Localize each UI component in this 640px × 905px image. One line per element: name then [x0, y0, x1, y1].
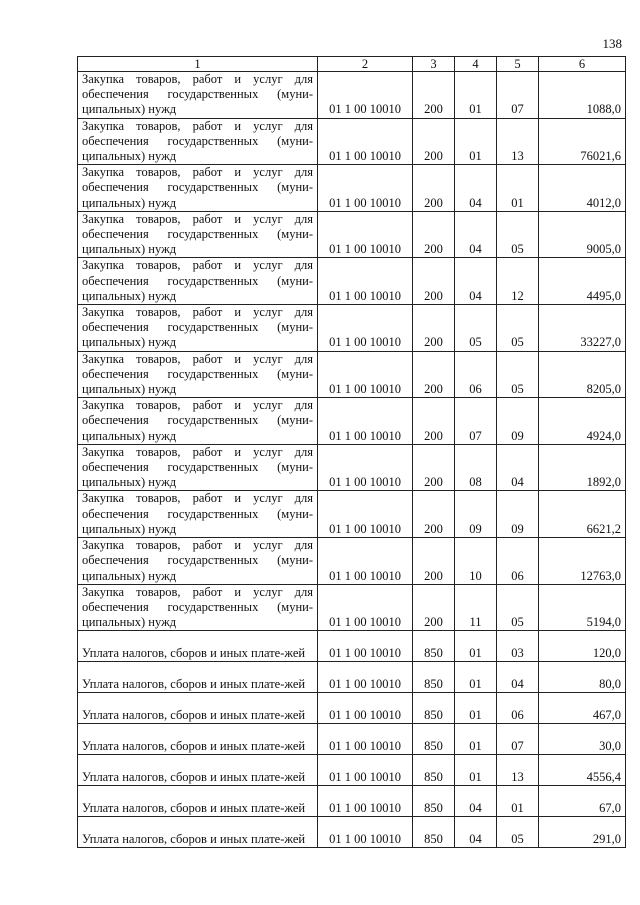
row-sum-cell: 467,0 [539, 693, 626, 724]
row-rz-cell: 01 [455, 662, 497, 693]
row-csr-cell: 01 1 00 10010 [318, 398, 413, 445]
row-pr-cell: 09 [497, 398, 539, 445]
table-row [78, 755, 626, 786]
row-sum-cell: 120,0 [539, 631, 626, 662]
row-csr-cell: 01 1 00 10010 [318, 351, 413, 398]
row-sum-cell: 30,0 [539, 724, 626, 755]
row-pr-cell: 03 [497, 631, 539, 662]
row-name-cell: Закупка товаров, работ и услуг для обеспечения государственных (муни-ципальных) нужд [78, 398, 318, 445]
row-csr-cell: 01 1 00 10010 [318, 724, 413, 755]
row-name-cell: Закупка товаров, работ и услуг для обеспечения государственных (муни-ципальных) нужд [78, 258, 318, 305]
row-rz-cell: 10 [455, 538, 497, 585]
table-row [78, 211, 626, 258]
row-vr-cell: 200 [413, 491, 455, 538]
row-vr-cell: 850 [413, 631, 455, 662]
row-rz-cell: 06 [455, 351, 497, 398]
row-vr-cell: 850 [413, 662, 455, 693]
row-name-cell: Уплата налогов, сборов и иных плате-жей [78, 724, 318, 755]
row-vr-cell: 850 [413, 786, 455, 817]
row-vr-cell: 850 [413, 724, 455, 755]
row-name-cell: Закупка товаров, работ и услуг для обеспечения государственных (муни-ципальных) нужд [78, 351, 318, 398]
row-sum-cell: 291,0 [539, 817, 626, 848]
table-row [78, 444, 626, 491]
row-pr-cell: 05 [497, 305, 539, 352]
table-row [78, 351, 626, 398]
row-vr-cell: 200 [413, 165, 455, 212]
row-vr-cell: 200 [413, 398, 455, 445]
row-vr-cell: 200 [413, 584, 455, 631]
table-row [78, 662, 626, 693]
row-sum-cell: 80,0 [539, 662, 626, 693]
row-csr-cell: 01 1 00 10010 [318, 444, 413, 491]
row-rz-cell: 09 [455, 491, 497, 538]
row-name-cell: Закупка товаров, работ и услуг для обеспечения государственных (муни-ципальных) нужд [78, 584, 318, 631]
row-vr-cell: 200 [413, 118, 455, 165]
row-rz-cell: 01 [455, 631, 497, 662]
row-pr-cell: 06 [497, 538, 539, 585]
row-name-cell: Уплата налогов, сборов и иных плате-жей [78, 755, 318, 786]
row-name-cell: Закупка товаров, работ и услуг для обеспечения государственных (муни-ципальных) нужд [78, 118, 318, 165]
row-pr-cell: 13 [497, 755, 539, 786]
row-vr-cell: 200 [413, 538, 455, 585]
row-sum-cell: 4924,0 [539, 398, 626, 445]
row-sum-cell: 76021,6 [539, 118, 626, 165]
row-sum-cell: 6621,2 [539, 491, 626, 538]
table-row [78, 165, 626, 212]
row-vr-cell: 200 [413, 211, 455, 258]
row-sum-cell: 8205,0 [539, 351, 626, 398]
column-header: 5 [497, 57, 539, 72]
row-csr-cell: 01 1 00 10010 [318, 538, 413, 585]
row-sum-cell: 1892,0 [539, 444, 626, 491]
row-rz-cell: 05 [455, 305, 497, 352]
table-row [78, 118, 626, 165]
row-vr-cell: 850 [413, 693, 455, 724]
row-csr-cell: 01 1 00 10010 [318, 693, 413, 724]
table-row [78, 538, 626, 585]
row-rz-cell: 04 [455, 165, 497, 212]
row-csr-cell: 01 1 00 10010 [318, 72, 413, 119]
row-pr-cell: 05 [497, 351, 539, 398]
row-name-cell: Уплата налогов, сборов и иных плате-жей [78, 631, 318, 662]
table-row [78, 631, 626, 662]
row-rz-cell: 01 [455, 118, 497, 165]
table-row [78, 305, 626, 352]
row-pr-cell: 01 [497, 786, 539, 817]
row-name-cell: Закупка товаров, работ и услуг для обеспечения государственных (муни-ципальных) нужд [78, 165, 318, 212]
row-vr-cell: 200 [413, 444, 455, 491]
row-sum-cell: 67,0 [539, 786, 626, 817]
row-csr-cell: 01 1 00 10010 [318, 305, 413, 352]
row-name-cell: Закупка товаров, работ и услуг для обеспечения государственных (муни-ципальных) нужд [78, 211, 318, 258]
row-rz-cell: 04 [455, 786, 497, 817]
row-rz-cell: 01 [455, 724, 497, 755]
table-row [78, 817, 626, 848]
row-sum-cell: 4012,0 [539, 165, 626, 212]
row-name-cell: Закупка товаров, работ и услуг для обеспечения государственных (муни-ципальных) нужд [78, 305, 318, 352]
table-row [78, 72, 626, 119]
table-row [78, 724, 626, 755]
row-sum-cell: 4495,0 [539, 258, 626, 305]
row-pr-cell: 05 [497, 817, 539, 848]
row-vr-cell: 200 [413, 351, 455, 398]
row-vr-cell: 850 [413, 817, 455, 848]
row-rz-cell: 01 [455, 72, 497, 119]
row-vr-cell: 200 [413, 305, 455, 352]
row-csr-cell: 01 1 00 10010 [318, 786, 413, 817]
budget-table [77, 56, 626, 848]
table-header-row [78, 57, 626, 72]
row-csr-cell: 01 1 00 10010 [318, 165, 413, 212]
row-rz-cell: 04 [455, 817, 497, 848]
row-csr-cell: 01 1 00 10010 [318, 211, 413, 258]
row-pr-cell: 07 [497, 724, 539, 755]
table-row [78, 258, 626, 305]
row-name-cell: Закупка товаров, работ и услуг для обеспечения государственных (муни-ципальных) нужд [78, 72, 318, 119]
row-pr-cell: 04 [497, 444, 539, 491]
column-header: 4 [455, 57, 497, 72]
table-row [78, 786, 626, 817]
row-csr-cell: 01 1 00 10010 [318, 662, 413, 693]
table-row [78, 491, 626, 538]
row-vr-cell: 200 [413, 258, 455, 305]
row-name-cell: Уплата налогов, сборов и иных плате-жей [78, 817, 318, 848]
row-csr-cell: 01 1 00 10010 [318, 584, 413, 631]
row-name-cell: Закупка товаров, работ и услуг для обеспечения государственных (муни-ципальных) нужд [78, 538, 318, 585]
row-vr-cell: 200 [413, 72, 455, 119]
row-rz-cell: 11 [455, 584, 497, 631]
row-pr-cell: 01 [497, 165, 539, 212]
row-sum-cell: 12763,0 [539, 538, 626, 585]
row-csr-cell: 01 1 00 10010 [318, 817, 413, 848]
row-csr-cell: 01 1 00 10010 [318, 755, 413, 786]
row-name-cell: Уплата налогов, сборов и иных плате-жей [78, 786, 318, 817]
row-csr-cell: 01 1 00 10010 [318, 118, 413, 165]
row-rz-cell: 07 [455, 398, 497, 445]
row-rz-cell: 04 [455, 211, 497, 258]
row-pr-cell: 12 [497, 258, 539, 305]
table-row [78, 584, 626, 631]
row-pr-cell: 13 [497, 118, 539, 165]
row-pr-cell: 09 [497, 491, 539, 538]
row-name-cell: Уплата налогов, сборов и иных плате-жей [78, 662, 318, 693]
row-rz-cell: 01 [455, 755, 497, 786]
column-header: 6 [539, 57, 626, 72]
column-header: 1 [78, 57, 318, 72]
table-row [78, 398, 626, 445]
row-sum-cell: 33227,0 [539, 305, 626, 352]
row-pr-cell: 07 [497, 72, 539, 119]
row-rz-cell: 01 [455, 693, 497, 724]
row-csr-cell: 01 1 00 10010 [318, 491, 413, 538]
row-pr-cell: 06 [497, 693, 539, 724]
row-pr-cell: 05 [497, 584, 539, 631]
row-sum-cell: 1088,0 [539, 72, 626, 119]
row-name-cell: Закупка товаров, работ и услуг для обеспечения государственных (муни-ципальных) нужд [78, 491, 318, 538]
row-sum-cell: 9005,0 [539, 211, 626, 258]
row-csr-cell: 01 1 00 10010 [318, 258, 413, 305]
row-csr-cell: 01 1 00 10010 [318, 631, 413, 662]
column-header: 2 [318, 57, 413, 72]
page-number: 138 [602, 36, 622, 51]
table-row [78, 693, 626, 724]
row-name-cell: Уплата налогов, сборов и иных плате-жей [78, 693, 318, 724]
row-rz-cell: 08 [455, 444, 497, 491]
row-sum-cell: 4556,4 [539, 755, 626, 786]
row-vr-cell: 850 [413, 755, 455, 786]
row-pr-cell: 05 [497, 211, 539, 258]
column-header: 3 [413, 57, 455, 72]
row-sum-cell: 5194,0 [539, 584, 626, 631]
row-rz-cell: 04 [455, 258, 497, 305]
row-pr-cell: 04 [497, 662, 539, 693]
table-body [78, 72, 626, 848]
row-name-cell: Закупка товаров, работ и услуг для обеспечения государственных (муни-ципальных) нужд [78, 444, 318, 491]
